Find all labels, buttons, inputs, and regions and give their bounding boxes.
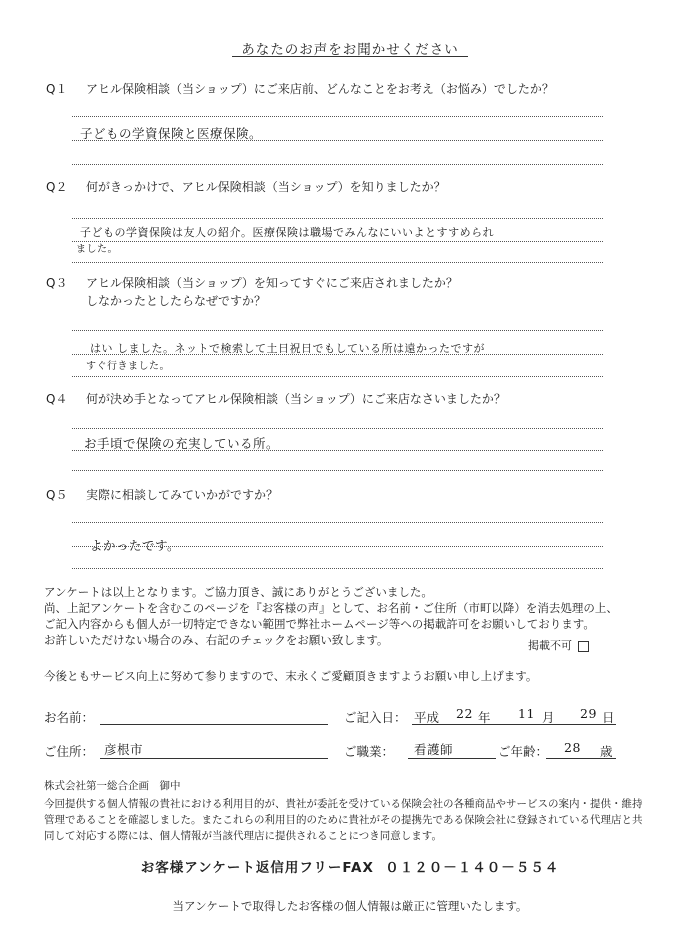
question-text: 実際に相談してみていかがですか？ bbox=[86, 488, 279, 502]
notice-line-4: お許しいただけない場合のみ、右記のチェックをお願い致します。 bbox=[44, 633, 389, 647]
answer-rule bbox=[72, 354, 603, 355]
age-underline bbox=[546, 758, 616, 759]
answer-2-line-1: 子どもの学資保険は友人の紹介。医療保険は職場でみんなにいいよとすすめられ bbox=[80, 226, 495, 239]
notice-line-2: 尚、上記アンケートを含むこのページを『お客様の声』として、お名前・ご住所（市町以降）を消去処理の上、 bbox=[44, 601, 618, 615]
fax-number[interactable]: ０１２０－１４０－５５４ bbox=[385, 860, 560, 876]
age-value[interactable]: 28 bbox=[564, 740, 581, 755]
privacy-line-3: 同して対応する際には、個人情報が当該代理店に提供されることにつき同意します。 bbox=[44, 830, 442, 842]
question-number: Q５ bbox=[46, 488, 68, 502]
page-title: あなたのお声をお聞かせください bbox=[241, 42, 459, 58]
job-value[interactable]: 看護師 bbox=[414, 742, 454, 757]
answer-rule bbox=[72, 262, 603, 263]
job-underline bbox=[408, 758, 496, 759]
question-1 bbox=[46, 80, 554, 98]
question-2 bbox=[46, 178, 446, 196]
answer-rule bbox=[72, 522, 603, 523]
closing-message: 今後ともサービス向上に努めて参りますので、末永くご愛顧頂きますようお願い申し上げます。 bbox=[44, 669, 538, 683]
privacy-footer: 当アンケートで取得したお客様の個人情報は厳正に管理いたします。 bbox=[172, 899, 528, 913]
no-publish-option[interactable] bbox=[528, 638, 589, 654]
answer-rule bbox=[72, 218, 603, 219]
question-number: Q４ bbox=[46, 392, 68, 406]
address-label: ご住所： bbox=[44, 744, 95, 759]
question-text: アヒル保険相談（当ショップ）にご来店前、どんなことをお考え（お悩み）でしたか？ bbox=[86, 82, 554, 96]
answer-rule bbox=[72, 140, 603, 141]
date-month[interactable]: 11 bbox=[518, 706, 535, 721]
question-4 bbox=[46, 390, 506, 408]
job-label: ご職業： bbox=[344, 744, 395, 759]
answer-rule bbox=[72, 116, 603, 117]
address-value[interactable]: 彦根市 bbox=[104, 742, 144, 757]
question-number: Q３ bbox=[46, 276, 68, 290]
name-underline bbox=[100, 724, 328, 725]
question-3 bbox=[46, 274, 458, 310]
question-number: Q２ bbox=[46, 180, 68, 194]
answer-rule bbox=[72, 164, 603, 165]
fax-label: お客様アンケート返信用フリーFAX bbox=[140, 860, 374, 876]
answer-5-line-1: よかったです。 bbox=[90, 538, 181, 553]
privacy-line-2: 管理であることを確認しました。またこれらの利用目的のために貴社がその提携先である保険会社に登録されている代理店と共 bbox=[44, 814, 643, 826]
date-month-unit: 月 bbox=[542, 710, 555, 725]
address-underline bbox=[100, 758, 328, 759]
date-era: 平成 bbox=[414, 710, 440, 725]
answer-1-line-1: 子どもの学資保険と医療保険。 bbox=[80, 126, 263, 141]
date-year[interactable]: 22 bbox=[456, 706, 473, 721]
age-unit: 歳 bbox=[600, 744, 613, 759]
notice-line-3: ご記入内容からも個人が一切特定できない範囲で弊社ホームページ等への掲載許可をお願いしております。 bbox=[44, 617, 595, 631]
answer-2-line-2: ました。 bbox=[76, 244, 118, 255]
no-publish-checkbox[interactable] bbox=[578, 641, 589, 652]
answer-rule bbox=[72, 568, 603, 569]
answer-rule bbox=[72, 428, 603, 429]
fax-info bbox=[0, 856, 700, 876]
question-text: 何がきっかけで、アヒル保険相談（当ショップ）を知りましたか？ bbox=[86, 180, 446, 194]
privacy-line-1: 今回提供する個人情報の貴社における利用目的が、貴社が委託を受けている保険会社の各種商品やサービスの案内・提供・維持 bbox=[44, 798, 643, 810]
answer-rule bbox=[72, 546, 603, 547]
answer-4-line-1: お手頃で保険の充実している所。 bbox=[84, 436, 280, 451]
title-underline bbox=[232, 56, 468, 57]
answer-rule bbox=[72, 330, 603, 331]
answer-3-line-2: すぐ行きました。 bbox=[86, 361, 170, 372]
answer-rule bbox=[72, 241, 603, 242]
date-underline bbox=[412, 724, 616, 725]
date-year-unit: 年 bbox=[478, 710, 491, 725]
answer-rule bbox=[72, 470, 603, 471]
date-label: ご記入日： bbox=[344, 710, 407, 725]
question-5 bbox=[46, 486, 278, 504]
no-publish-label: 掲載不可 bbox=[528, 639, 572, 652]
notice-line-1: アンケートは以上となります。ご協力頂き、誠にありがとうございました。 bbox=[44, 585, 433, 599]
answer-rule bbox=[72, 450, 603, 451]
age-label: ご年齢： bbox=[498, 744, 549, 759]
name-label: お名前： bbox=[44, 710, 95, 725]
addressee: 株式会社第一総合企画 御中 bbox=[44, 780, 181, 792]
answer-rule bbox=[72, 376, 603, 377]
question-text: 何が決め手となってアヒル保険相談（当ショップ）にご来店なさいましたか？ bbox=[86, 392, 506, 406]
question-subtext: しなかったとしたらなぜですか？ bbox=[86, 294, 267, 308]
date-day[interactable]: 29 bbox=[580, 706, 597, 721]
answer-3-line-1: はい しました。ネットで検索して土日祝日でもしている所は遠かったですが bbox=[90, 342, 485, 355]
question-number: Q１ bbox=[46, 82, 68, 96]
date-day-unit: 日 bbox=[602, 710, 615, 725]
question-text: アヒル保険相談（当ショップ）を知ってすぐにご来店されましたか？ bbox=[86, 276, 458, 290]
